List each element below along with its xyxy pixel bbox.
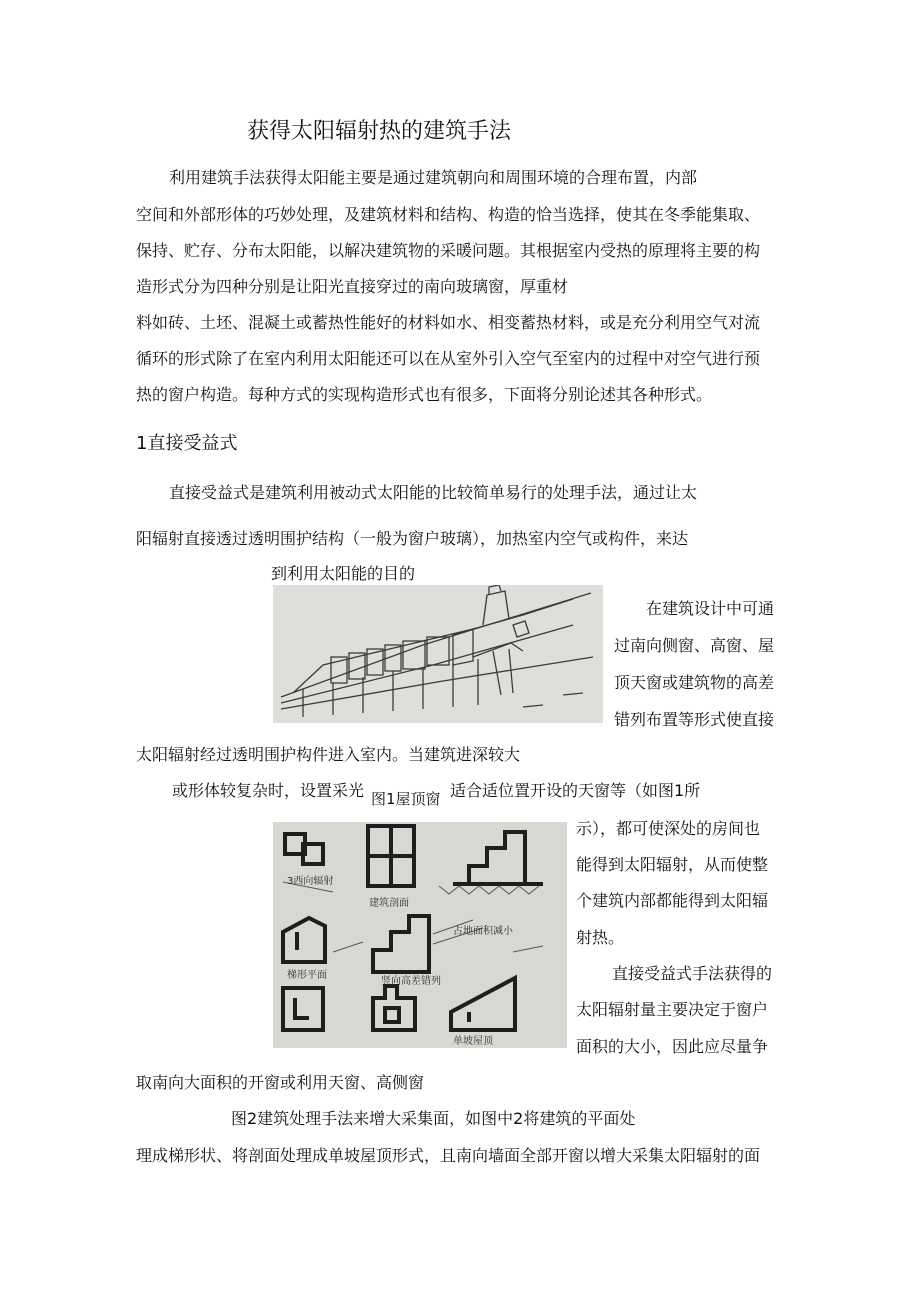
paragraph-line: 阳辐射直接透过透明围护结构（一般为窗户玻璃），加热室内空气或构件，来达 [136,529,689,548]
page-title: 获得太阳辐射热的建筑手法 [247,119,512,144]
paragraph-line: 适合适位置开设的天窗等（如图1所 [450,781,701,800]
intro-line: 造形式分为四种分别是让阳光直接穿过的南向玻璃窗，厚重材 [136,277,569,296]
paragraph-line: 理成梯形状、将剖面处理成单坡屋顶形式，且南向墙面全部开窗以增大采集太阳辐射的面 [136,1146,761,1165]
paragraph-line: 太阳辐射经过透明围护构件进入室内。当建筑进深较大 [136,745,521,764]
paragraph-line: 直接受益式是建筑利用被动式太阳能的比较简单易行的处理手法，通过让太 [169,483,698,502]
paragraph-line: 直接受益式手法获得的 [612,964,773,983]
paragraph-line: 个建筑内部都能得到太阳辐 [576,891,769,910]
section-heading: 1直接受益式 [136,433,238,454]
paragraph-line: 能得到太阳辐射，从而使整 [576,855,769,874]
intro-line: 料如砖、土坯、混凝土或蓄热性能好的材料如水、相变蓄热材料，或是充分利用空气对流 [136,313,761,332]
paragraph-line: 面积的大小，因此应尽量争 [576,1037,769,1056]
paragraph-line: 取南向大面积的开窗或利用天窗、高侧窗 [136,1073,425,1092]
figure-2-building-forms-sketch [273,822,567,1048]
fig2-handwriting: 梯形平面 [287,970,327,981]
intro-line: 空间和外部形体的巧妙处理，及建筑材料和结构、构造的恰当选择，使其在冬季能集取、 [136,205,761,224]
fig2-handwriting: 3西向辐射 [287,876,334,887]
fig2-handwriting: 建筑剖面 [369,898,409,909]
paragraph-line: 示），都可使深处的房间也 [576,819,761,838]
paragraph-line: 或形体较复杂时，设置采光 [172,781,365,800]
paragraph-line: 错列布置等形式使直接 [614,710,775,729]
figure-1-roof-window-sketch [273,585,603,723]
figure-2-caption-line: 图2建筑处理手法来增大采集面，如图中2将建筑的平面处 [231,1109,636,1128]
intro-line: 利用建筑手法获得太阳能主要是通过建筑朝向和周围环境的合理布置，内部 [169,168,698,187]
intro-line: 循环的形式除了在室内利用太阳能还可以在从室外引入空气至室内的过程中对空气进行预 [136,349,761,368]
intro-line: 保持、贮存、分布太阳能，以解决建筑物的采暖问题。其根据室内受热的原理将主要的构 [136,241,761,260]
fig2-handwriting: 竖向高差错列 [381,976,441,987]
paragraph-line: 在建筑设计中可通 [646,599,775,618]
figure-1-caption: 图1屋顶窗 [371,790,441,808]
paragraph-line: 到利用太阳能的目的 [271,564,416,583]
paragraph-line: 过南向侧窗、高窗、屋 [614,636,775,655]
fig2-handwriting: 单坡屋顶 [453,1036,493,1047]
intro-line: 热的窗户构造。每种方式的实现构造形式也有很多，下面将分别论述其各种形式。 [136,385,713,404]
fig2-handwriting: 占地面积减小 [453,926,513,937]
paragraph-line: 射热。 [576,928,625,947]
paragraph-line: 太阳辐射量主要决定于窗户 [576,1000,769,1019]
paragraph-line: 顶天窗或建筑物的高差 [614,673,775,692]
